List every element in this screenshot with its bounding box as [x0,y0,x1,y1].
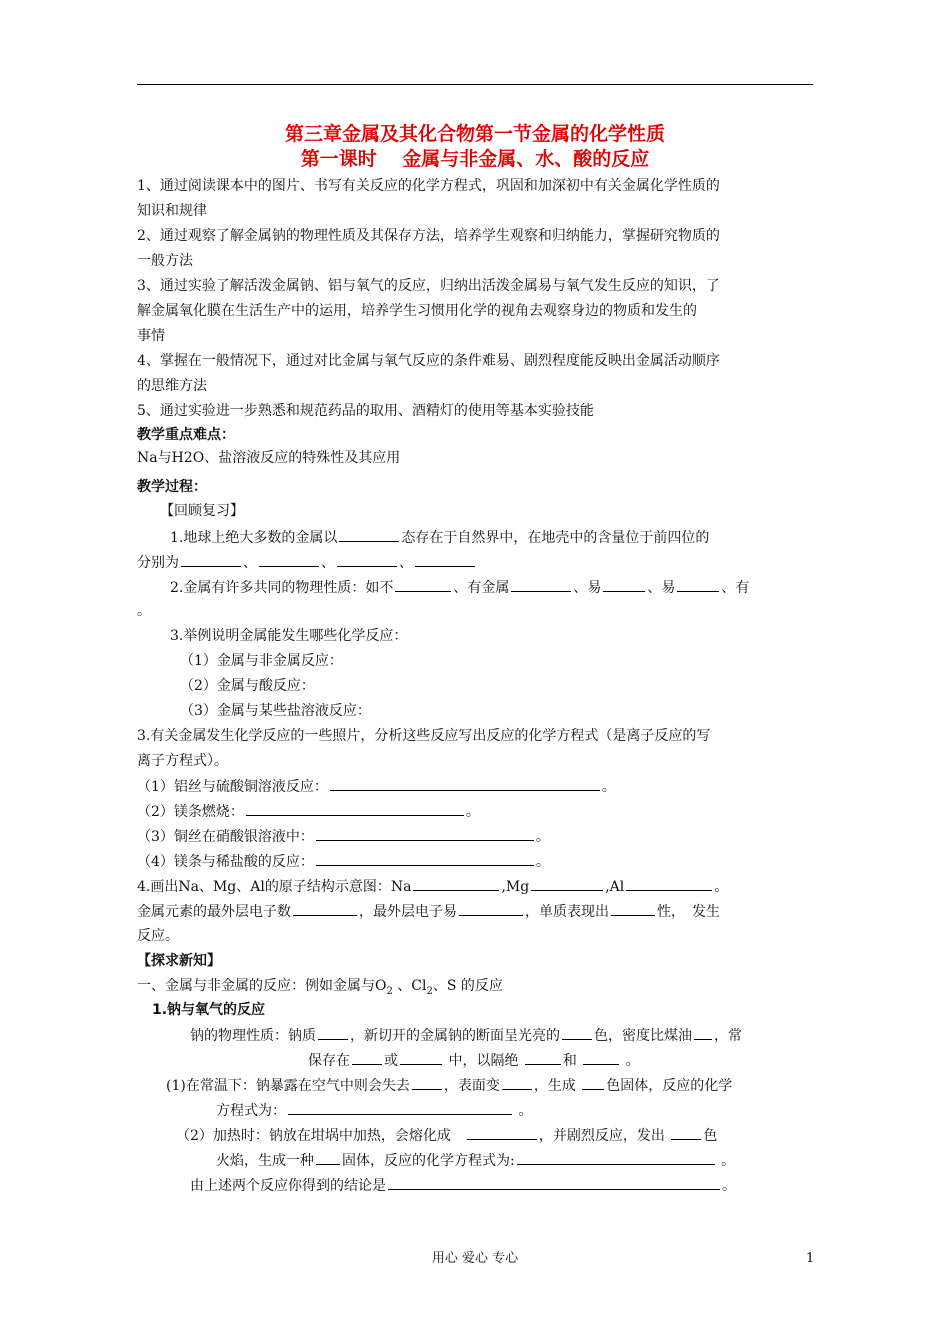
section-1-heading: 一、金属与非金属的反应：例如金属与$O_2$ 、$Cl_2$、S 的反应 [137,978,503,997]
sodium-physical-properties: 钠的物理性质：钠质 ，新切开的金属钠的断面呈光亮的 色，密度比煤油 ，常 [190,1025,742,1046]
objective-line: 事情 [137,328,165,344]
page-number: 1 [806,1251,815,1266]
sodium-storage: 保存在 或 中，以隔绝 和 。 [308,1050,640,1071]
title-line-2: 第一课时 金属与非金属、水、酸的反应 [300,148,650,170]
room-temperature-reaction: (1)在常温下：钠暴露在空气中则会失去 ，表面变 ，生成 色固体，反应的化学 [166,1075,732,1096]
footer-motto: 用心 爱心 专心 [431,1251,519,1266]
reaction-type-item: （2）金属与酸反应： [180,678,315,694]
atomic-structure-question: 4.画出Na、Mg、Al的原子结构示意图：Na ,Mg ,Al 。 [137,876,728,897]
photo-item: （4）镁条与稀盐酸的反应： 。 [137,851,550,872]
review-question-1: 1.地球上绝大多数的金属以 态存在于自然界中，在地壳中的含量位于前四位的 [170,527,709,548]
conclusion-question: 由上述两个反应你得到的结论是 。 [190,1175,736,1196]
explore-heading: 【探求新知】 [137,953,221,969]
objective-line: 5、通过实验进一步熟悉和规范药品的取用、酒精灯的使用等基本实验技能 [137,403,594,419]
electron-question-end: 反应。 [137,928,179,944]
objective-line: 的思维方法 [137,378,207,394]
review-heading: 【回顾复习】 [160,503,244,519]
photo-item: （2）镁条燃烧： 。 [137,801,480,822]
subsection-sodium-oxygen: 1.钠与氧气的反应 [152,1002,266,1018]
review-question-2-end: 。 [137,603,151,619]
title-line-1: 第三章金属及其化合物第一节金属的化学性质 [284,123,665,145]
heating-equation: 火焰，生成一种 固体，反应的化学方程式为: 。 [216,1150,735,1171]
photo-item: （3）铜丝在硝酸银溶液中： 。 [137,826,550,847]
photo-question-line: 离子方程式）。 [137,753,228,769]
reaction-type-item: （3）金属与某些盐溶液反应： [180,703,371,719]
objective-line: 解金属氧化膜在生活生产中的运用，培养学生习惯用化学的视角去观察身边的物质和发生的 [137,303,697,319]
objective-line: 一般方法 [137,253,193,269]
objective-line: 2、通过观察了解金属钠的物理性质及其保存方法，培养学生观察和归纳能力，掌握研究物质的 [137,228,720,244]
room-temperature-equation: 方程式为： 。 [216,1100,532,1121]
review-question-1-cont: 分别为 、 、 、 [137,552,477,573]
review-question-2: 2.金属有许多共同的物理性质：如不 、有金属 、易 、易 、有 [170,577,749,598]
electron-question: 金属元素的最外层电子数 ，最外层电子易 ，单质表现出 性， 发生 [137,901,720,922]
header-rule [137,84,813,85]
key-points-heading: 教学重点难点： [137,427,235,443]
objective-line: 1、通过阅读课本中的图片、书写有关反应的化学方程式，巩固和加深初中有关金属化学性质的 [137,178,720,194]
objective-line: 知识和规律 [137,203,207,219]
objective-line: 4、掌握在一般情况下，通过对比金属与氧气反应的条件难易、剧烈程度能反映出金属活动顺序 [137,353,720,369]
photo-question-line: 3.有关金属发生化学反应的一些照片，分析这些反应写出反应的化学方程式（是离子反应的写 [137,728,711,744]
process-heading: 教学过程： [137,479,207,495]
heating-reaction: （2）加热时：钠放在坩埚中加热，会熔化成 ，并剧烈反应，发出 色 [176,1125,717,1146]
review-question-3: 3.举例说明金属能发生哪些化学反应： [170,628,408,644]
key-points-text: Na与H2O、盐溶液反应的特殊性及其应用 [137,450,401,466]
objective-line: 3、通过实验了解活泼金属钠、铝与氧气的反应，归纳出活泼金属易与氧气发生反应的知识，了 [137,278,720,294]
reaction-type-item: （1）金属与非金属反应： [180,653,343,669]
photo-item: （1）铝丝与硫酸铜溶液反应： 。 [137,776,616,797]
